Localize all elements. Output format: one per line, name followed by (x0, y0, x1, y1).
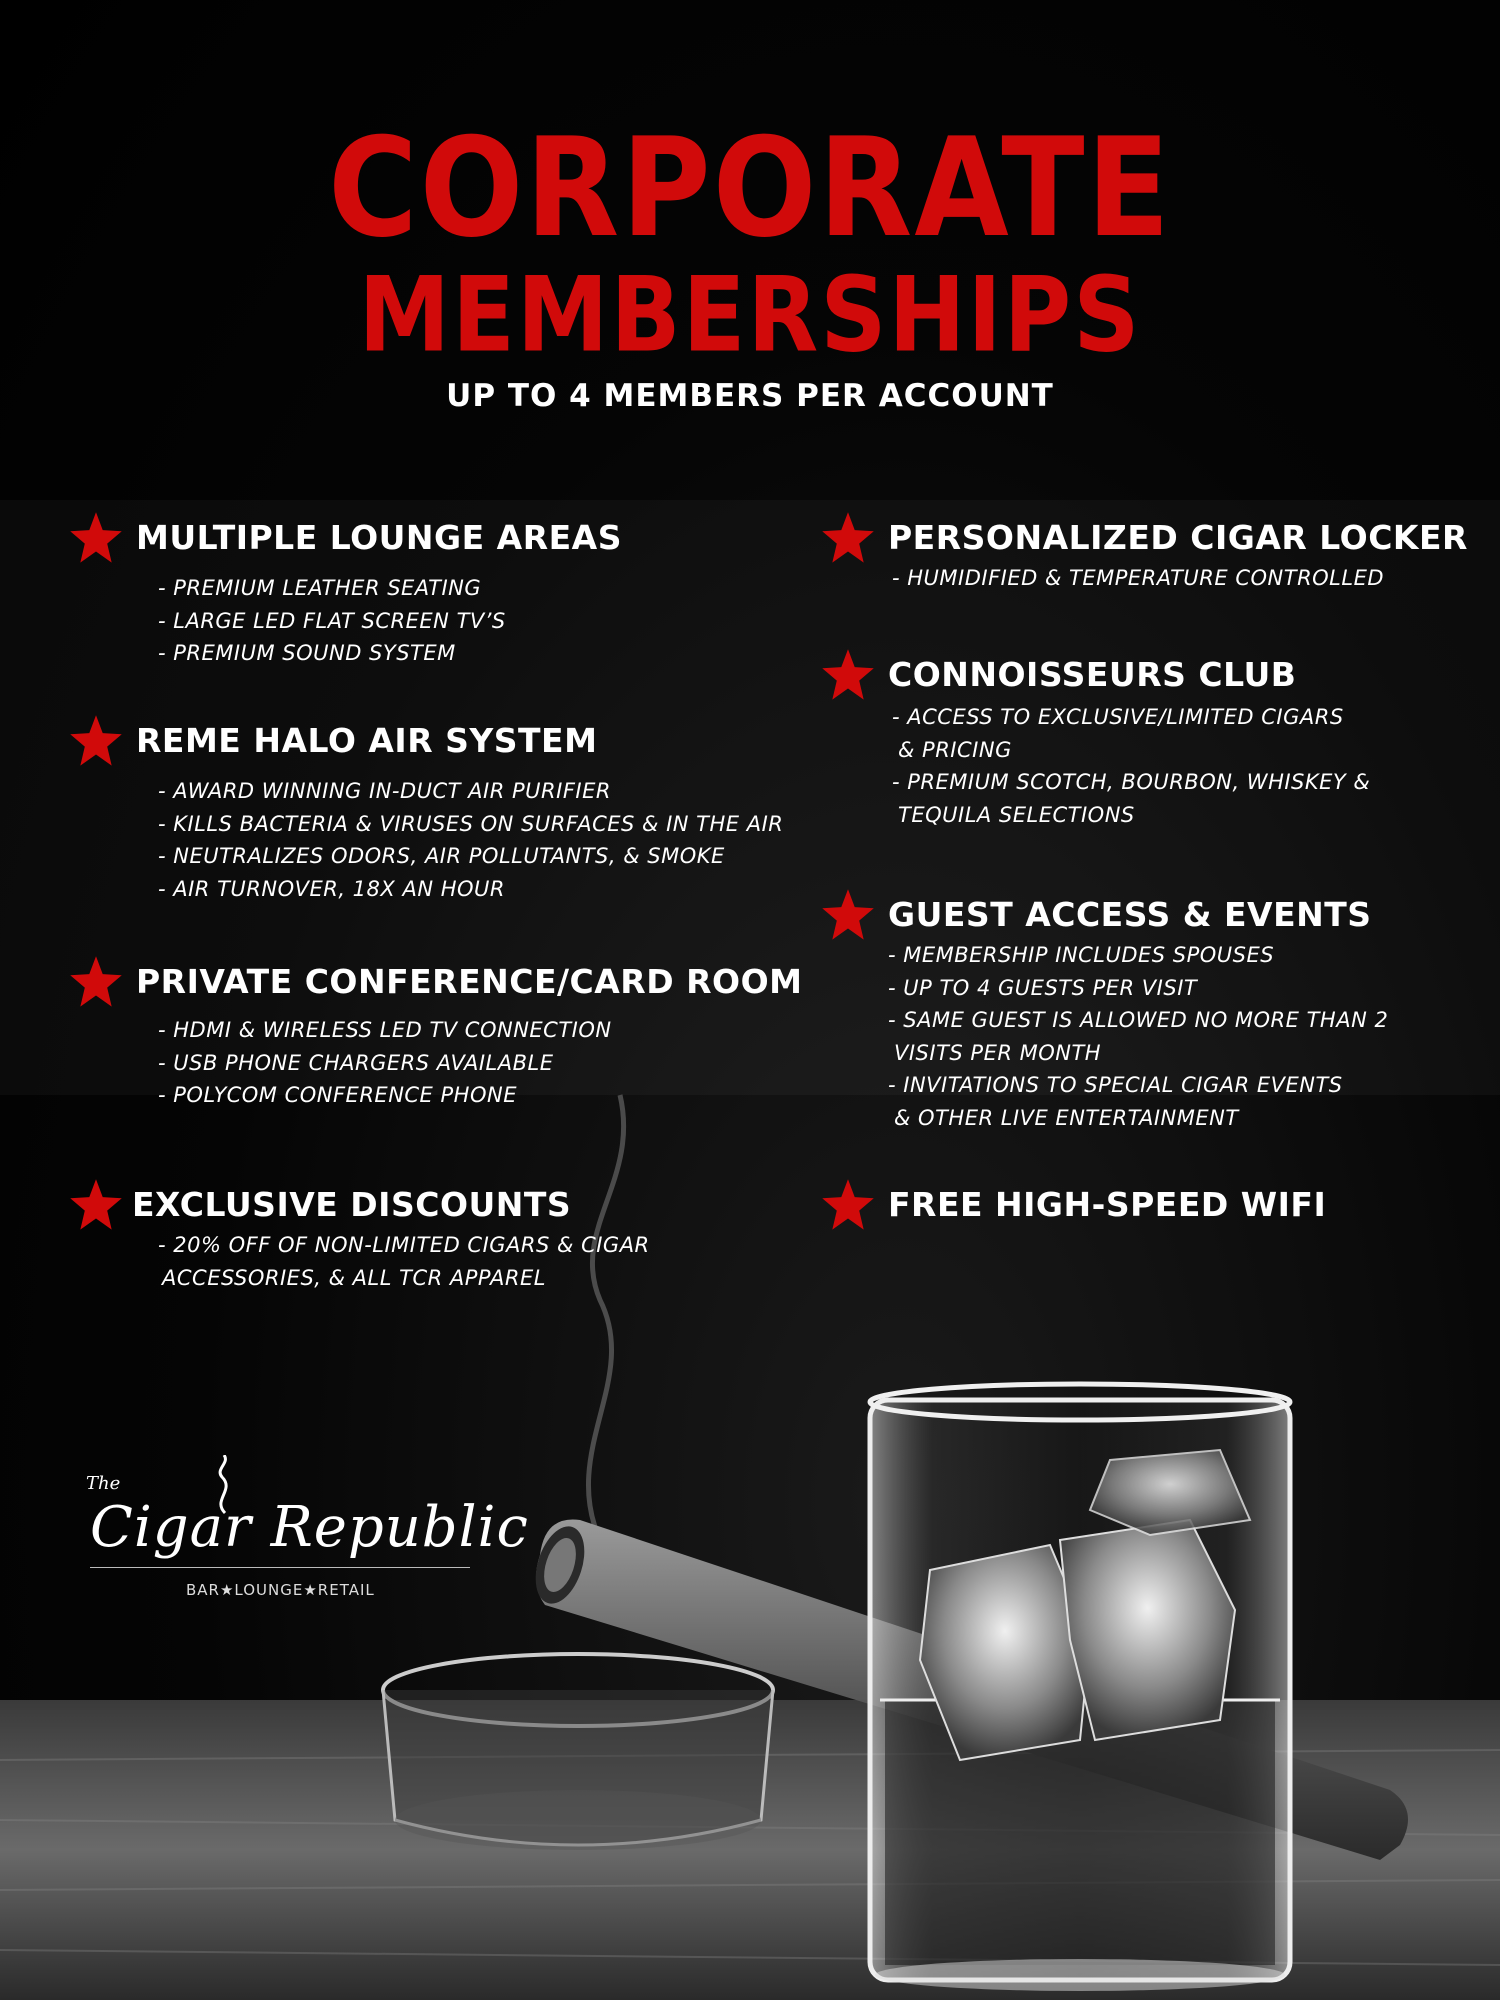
logo-tagline: BAR★LOUNGE★RETAIL (186, 1581, 375, 1599)
section-item-list (892, 562, 1384, 595)
list-item: - HUMIDIFIED & TEMPERATURE CONTROLLED (892, 566, 1385, 590)
list-item: - PREMIUM SCOTCH, BOURBON, WHISKEY & (892, 770, 1371, 794)
red-star-icon (820, 887, 876, 943)
list-item: - UP TO 4 GUESTS PER VISIT (888, 975, 1198, 1000)
logo-divider (90, 1567, 470, 1568)
red-star-icon (820, 647, 876, 703)
section-heading: CONNOISSEURS CLUB (888, 655, 1297, 694)
list-item: VISITS PER MONTH (894, 1040, 1102, 1065)
list-item: - PREMIUM LEATHER SEATING (158, 576, 482, 600)
section-heading: REME HALO AIR SYSTEM (136, 721, 598, 760)
list-item: - MEMBERSHIP INCLUDES SPOUSES (888, 943, 1275, 967)
list-item: - PREMIUM SOUND SYSTEM (158, 641, 456, 665)
list-item: - ACCESS TO EXCLUSIVE/LIMITED CIGARS (892, 705, 1344, 729)
red-star-icon (68, 510, 124, 566)
list-item: - SAME GUEST IS ALLOWED NO MORE THAN 2 (888, 1008, 1389, 1032)
list-item: - NEUTRALIZES ODORS, AIR POLLUTANTS, & SMOKE (158, 844, 725, 868)
list-item: - INVITATIONS TO SPECIAL CIGAR EVENTS (888, 1073, 1343, 1097)
red-star-icon (68, 1177, 124, 1233)
list-item: - USB PHONE CHARGERS AVAILABLE (158, 1050, 554, 1075)
section-item-list (892, 701, 1370, 831)
list-item: - AIR TURNOVER, 18X AN HOUR (158, 876, 505, 901)
section-item-list (158, 1014, 612, 1112)
section-item-list (158, 1229, 650, 1294)
section-heading: GUEST ACCESS & EVENTS (888, 895, 1372, 934)
list-item: & PRICING (898, 737, 1012, 762)
list-item: - AWARD WINNING IN-DUCT AIR PURIFIER (158, 779, 611, 803)
list-item: - LARGE LED FLAT SCREEN TV’S (158, 608, 506, 633)
whiskey-glass (870, 1384, 1290, 1991)
section-heading: EXCLUSIVE DISCOUNTS (132, 1185, 572, 1224)
section-item-list (158, 775, 783, 905)
logo-the: The (86, 1473, 121, 1494)
smoke-wisp (588, 1095, 623, 1540)
list-item: - POLYCOM CONFERENCE PHONE (158, 1083, 517, 1107)
list-item: ACCESSORIES, & ALL TCR APPAREL (162, 1265, 546, 1290)
section-heading: MULTIPLE LOUNGE AREAS (136, 518, 622, 557)
ashtray (383, 1654, 773, 1850)
red-star-icon (68, 954, 124, 1010)
list-item: - 20% OFF OF NON-LIMITED CIGARS & CIGAR (158, 1233, 650, 1257)
list-item: - HDMI & WIRELESS LED TV CONNECTION (158, 1018, 612, 1042)
section-item-list (158, 572, 506, 670)
section-heading: PRIVATE CONFERENCE/CARD ROOM (136, 962, 803, 1001)
title-line-1: CORPORATE (328, 108, 1172, 268)
subtitle: UP TO 4 MEMBERS PER ACCOUNT (446, 378, 1054, 414)
title-line-2: MEMBERSHIPS (358, 255, 1142, 376)
red-star-icon (68, 713, 124, 769)
section-heading: PERSONALIZED CIGAR LOCKER (888, 518, 1468, 557)
section-heading: FREE HIGH-SPEED WIFI (888, 1185, 1327, 1224)
logo-name: Cigar Republic (90, 1495, 529, 1560)
section-item-list (888, 939, 1388, 1134)
list-item: & OTHER LIVE ENTERTAINMENT (894, 1105, 1239, 1130)
cigar-republic-logo (82, 1455, 529, 1615)
list-item: TEQUILA SELECTIONS (898, 802, 1135, 827)
red-star-icon (820, 510, 876, 566)
list-item: - KILLS BACTERIA & VIRUSES ON SURFACES & IN THE AIR (158, 811, 784, 836)
red-star-icon (820, 1177, 876, 1233)
